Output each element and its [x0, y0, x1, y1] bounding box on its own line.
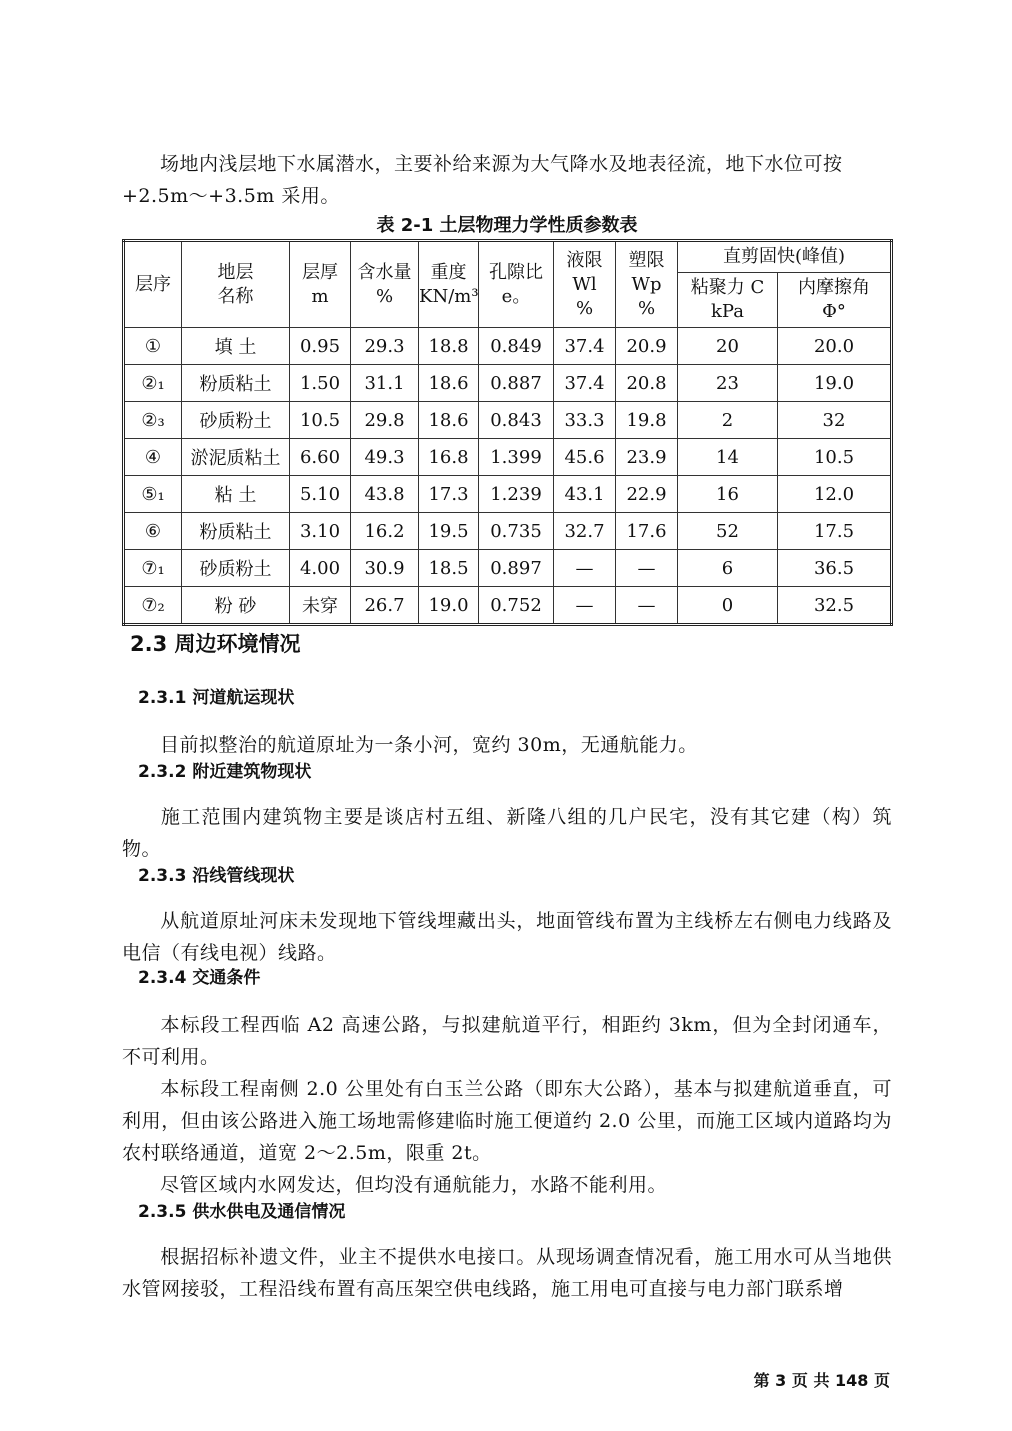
cell-thickness: 1.50 — [290, 365, 351, 402]
heading-2-3-2: 2.3.2 附近建筑物现状 — [138, 762, 312, 782]
header-direct-shear: 直剪固快(峰值) — [678, 241, 892, 273]
cell-water: 30.9 — [351, 550, 419, 587]
cell-c: 16 — [678, 476, 778, 513]
cell-thickness: 5.10 — [290, 476, 351, 513]
cell-c: 23 — [678, 365, 778, 402]
cell-phi: 17.5 — [778, 513, 892, 550]
header-thickness: 层厚 m — [290, 241, 351, 328]
soil-properties-table — [122, 239, 893, 626]
header-cohesion: 粘聚力 C kPa — [678, 273, 778, 328]
header-void-ratio: 孔隙比 e。 — [479, 241, 554, 328]
cell-thickness: 10.5 — [290, 402, 351, 439]
cell-ll: — — [554, 587, 616, 625]
cell-c: 6 — [678, 550, 778, 587]
cell-ll: 37.4 — [554, 365, 616, 402]
table-row — [124, 476, 892, 513]
cell-thickness: 0.95 — [290, 328, 351, 365]
header-order: 层序 — [124, 241, 182, 328]
cell-phi: 32.5 — [778, 587, 892, 625]
cell-pl: — — [616, 587, 678, 625]
cell-void: 0.887 — [479, 365, 554, 402]
cell-void: 0.849 — [479, 328, 554, 365]
cell-order: ②₃ — [124, 402, 182, 439]
cell-order: ④ — [124, 439, 182, 476]
cell-c: 2 — [678, 402, 778, 439]
cell-density: 17.3 — [419, 476, 479, 513]
paragraph-2-3-4-a: 本标段工程西临 A2 高速公路，与拟建航道平行，相距约 3km，但为全封闭通车，不可利用。 — [122, 1014, 892, 1068]
cell-order: ②₁ — [124, 365, 182, 402]
cell-pl: — — [616, 550, 678, 587]
table-row — [124, 587, 892, 625]
cell-phi: 12.0 — [778, 476, 892, 513]
cell-density: 18.8 — [419, 328, 479, 365]
cell-water: 31.1 — [351, 365, 419, 402]
cell-ll: 45.6 — [554, 439, 616, 476]
cell-density: 18.5 — [419, 550, 479, 587]
cell-name: 粉质粘土 — [182, 513, 290, 550]
header-water-content: 含水量 % — [351, 241, 419, 328]
groundwater-text-line1: 场地内浅层地下水属潜水，主要补给来源为大气降水及地表径流，地下水位可按 — [160, 153, 843, 175]
page-number-footer: 第 3 页 共 148 页 — [753, 1371, 890, 1390]
header-plastic-limit: 塑限 Wp % — [616, 241, 678, 328]
paragraph-2-3-4-b: 本标段工程南侧 2.0 公里处有白玉兰公路（即东大公路），基本与拟建航道垂直，可利用，但由该公路进入施工场地需修建临时施工便道约 2.0 公里，而施工区域内道路均为农村联络通道，道宽 2～2.5m，限重 2t。 — [122, 1078, 892, 1164]
cell-pl: 22.9 — [616, 476, 678, 513]
cell-ll: — — [554, 550, 616, 587]
cell-ll: 43.1 — [554, 476, 616, 513]
cell-name: 粉 砂 — [182, 587, 290, 625]
cell-void: 0.843 — [479, 402, 554, 439]
section-heading-2-3: 2.3 周边环境情况 — [130, 632, 301, 656]
cell-void: 1.239 — [479, 476, 554, 513]
heading-2-3-5: 2.3.5 供水供电及通信情况 — [138, 1202, 346, 1222]
cell-phi: 36.5 — [778, 550, 892, 587]
cell-density: 19.5 — [419, 513, 479, 550]
cell-thickness: 6.60 — [290, 439, 351, 476]
cell-water: 29.3 — [351, 328, 419, 365]
cell-pl: 17.6 — [616, 513, 678, 550]
cell-order: ① — [124, 328, 182, 365]
cell-water: 49.3 — [351, 439, 419, 476]
cell-order: ⑦₁ — [124, 550, 182, 587]
cell-order: ⑦₂ — [124, 587, 182, 625]
paragraph-2-3-5: 根据招标补遗文件，业主不提供水电接口。从现场调查情况看，施工用水可从当地供水管网接驳，工程沿线布置有高压架空供电线路，施工用电可直接与电力部门联系增 — [122, 1246, 892, 1300]
table-row — [124, 439, 892, 476]
cell-void: 1.399 — [479, 439, 554, 476]
table-caption: 表 2-1 土层物理力学性质参数表 — [376, 215, 638, 236]
table-row — [124, 402, 892, 439]
cell-pl: 23.9 — [616, 439, 678, 476]
cell-phi: 19.0 — [778, 365, 892, 402]
cell-c: 14 — [678, 439, 778, 476]
cell-water: 29.8 — [351, 402, 419, 439]
cell-thickness: 未穿 — [290, 587, 351, 625]
cell-pl: 20.8 — [616, 365, 678, 402]
cell-phi: 20.0 — [778, 328, 892, 365]
header-name: 地层 名称 — [182, 241, 290, 328]
paragraph-2-3-2: 施工范围内建筑物主要是谈店村五组、新隆八组的几户民宅，没有其它建（构）筑物。 — [122, 806, 892, 860]
cell-water: 43.8 — [351, 476, 419, 513]
header-friction-angle: 内摩擦角 Φ° — [778, 273, 892, 328]
cell-water: 26.7 — [351, 587, 419, 625]
cell-order: ⑤₁ — [124, 476, 182, 513]
paragraph-2-3-3: 从航道原址河床未发现地下管线埋藏出头，地面管线布置为主线桥左右侧电力线路及电信（有线电视）线路。 — [122, 910, 892, 964]
header-unit-weight: 重度 KN/m³ — [419, 241, 479, 328]
cell-void: 0.897 — [479, 550, 554, 587]
cell-void: 0.752 — [479, 587, 554, 625]
cell-pl: 19.8 — [616, 402, 678, 439]
cell-density: 16.8 — [419, 439, 479, 476]
cell-ll: 33.3 — [554, 402, 616, 439]
cell-name: 淤泥质粘土 — [182, 439, 290, 476]
cell-ll: 32.7 — [554, 513, 616, 550]
cell-ll: 37.4 — [554, 328, 616, 365]
heading-2-3-1: 2.3.1 河道航运现状 — [138, 688, 295, 708]
heading-2-3-4: 2.3.4 交通条件 — [138, 968, 261, 988]
table-row — [124, 328, 892, 365]
cell-density: 19.0 — [419, 587, 479, 625]
cell-water: 16.2 — [351, 513, 419, 550]
table-row — [124, 550, 892, 587]
cell-name: 砂质粉土 — [182, 402, 290, 439]
cell-order: ⑥ — [124, 513, 182, 550]
cell-name: 砂质粉土 — [182, 550, 290, 587]
cell-name: 填 土 — [182, 328, 290, 365]
cell-density: 18.6 — [419, 365, 479, 402]
heading-2-3-3: 2.3.3 沿线管线现状 — [138, 866, 295, 886]
cell-c: 20 — [678, 328, 778, 365]
cell-density: 18.6 — [419, 402, 479, 439]
paragraph-2-3-1: 目前拟整治的航道原址为一条小河，宽约 30m，无通航能力。 — [160, 734, 698, 756]
cell-pl: 20.9 — [616, 328, 678, 365]
cell-c: 52 — [678, 513, 778, 550]
cell-name: 粘 土 — [182, 476, 290, 513]
paragraph-2-3-4-c: 尽管区域内水网发达，但均没有通航能力，水路不能利用。 — [160, 1174, 668, 1196]
cell-phi: 10.5 — [778, 439, 892, 476]
cell-void: 0.735 — [479, 513, 554, 550]
table-row — [124, 513, 892, 550]
groundwater-text-line2: +2.5m～+3.5m 采用。 — [122, 185, 340, 207]
cell-phi: 32 — [778, 402, 892, 439]
groundwater-paragraph — [122, 148, 892, 212]
cell-name: 粉质粘土 — [182, 365, 290, 402]
table-row — [124, 365, 892, 402]
header-liquid-limit: 液限 Wl % — [554, 241, 616, 328]
cell-c: 0 — [678, 587, 778, 625]
cell-thickness: 3.10 — [290, 513, 351, 550]
cell-thickness: 4.00 — [290, 550, 351, 587]
